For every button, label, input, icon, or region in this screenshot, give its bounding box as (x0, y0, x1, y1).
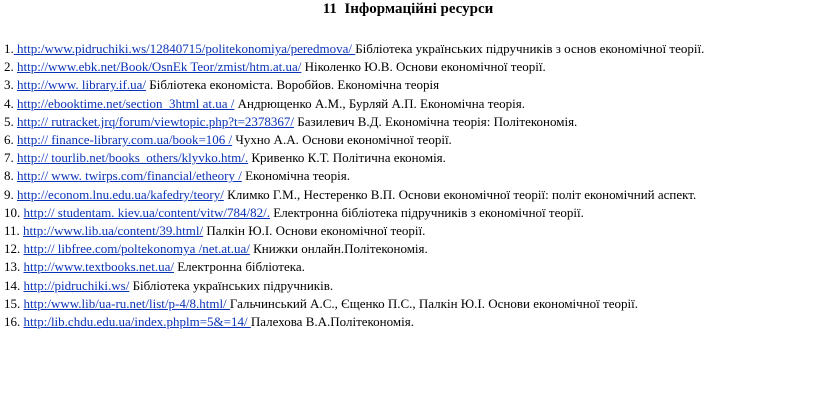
list-item (4, 131, 810, 149)
list-item (4, 113, 810, 131)
resource-description: Бібліотека економіста. Воробйов. Економічна теорія (146, 77, 440, 93)
resource-list (4, 40, 810, 331)
list-item (4, 149, 810, 167)
item-number: 4. (4, 95, 14, 111)
page-title: 11 Інформаційні ресурси (322, 1, 494, 17)
item-number: 10. (4, 204, 21, 220)
item-number: 15. (4, 295, 21, 311)
resource-link[interactable]: http:/www.pidruchiki.ws/12840715/politekonomiya/peredmova/ (13, 41, 356, 56)
resource-link[interactable]: http:// www. twirps.com/financial/etheory / (17, 168, 242, 184)
resource-link[interactable]: http://www.lib.ua/content/39.html/ (23, 223, 204, 239)
resource-description: Кривенко К.Т. Політична економія. (248, 150, 446, 166)
resource-link[interactable]: http://www.textbooks.net.ua/ (23, 259, 174, 275)
item-number: 12. (4, 241, 21, 257)
resource-link[interactable]: http://econom.lnu.edu.ua/kafedry/teory/ (17, 186, 224, 202)
list-item (4, 295, 810, 313)
resource-link[interactable]: http://www.ebk.net/Book/OsnEk Teor/zmist/htm.at.ua/ (17, 59, 302, 75)
resource-description: Чухно А.А. Основи економічної теорії. (232, 132, 452, 148)
resource-link[interactable]: http:// tourlib.net/books_others/klyvko.htm/. (17, 150, 249, 166)
resource-link[interactable]: http:/www.lib/ua-ru.net/list/p-4/8.html/ (23, 295, 230, 311)
item-number: 9. (4, 186, 14, 202)
resource-description: Бібліотека українських підручників. (129, 277, 334, 293)
item-number: 11. (4, 223, 20, 239)
resource-description: Бібліотека українських підручників з основ економічної теорії. (355, 41, 705, 56)
resource-link[interactable]: http:// rutracket.jrq/forum/viewtopic.php?t=2378367/ (17, 113, 295, 129)
resource-description: Ніколенко Ю.В. Основи економічної теорії. (301, 59, 546, 75)
item-number: 1. (4, 41, 14, 56)
resource-link[interactable]: http:/lib.chdu.edu.ua/index.phplm=5&=14/ (23, 314, 251, 330)
list-item (4, 313, 810, 331)
item-number: 5. (4, 113, 14, 129)
list-item (4, 186, 810, 204)
list-item (4, 58, 810, 76)
resource-description: Андрющенко А.М., Бурляй А.П. Економічна теорія. (234, 95, 525, 111)
item-number: 13. (4, 259, 21, 275)
list-item (4, 277, 810, 295)
list-item (4, 240, 810, 258)
item-number: 8. (4, 168, 14, 184)
resource-link[interactable]: http://ebooktime.net/section_3html at.ua / (17, 95, 235, 111)
resource-link[interactable]: http:// libfree.com/poltekonomya /net.at.ua/ (23, 241, 250, 257)
item-number: 6. (4, 132, 14, 148)
resource-description: Книжки онлайн.Політекономія. (249, 241, 428, 257)
resource-description: Палехова В.А.Політекономія. (250, 314, 414, 330)
resource-link[interactable]: http:// finance-library.com.ua/book=106 / (17, 132, 233, 148)
list-item (4, 258, 810, 276)
resource-description: Гальчинський А.С., Єщенко П.С., Палкін Ю.І. Основи економічної теорії. (229, 295, 638, 311)
list-item (4, 167, 810, 185)
resource-link[interactable]: http:// studentam. kiev.ua/content/vitw/784/82/. (23, 204, 270, 220)
item-number: 3. (4, 77, 14, 93)
item-number: 14. (4, 277, 21, 293)
item-number: 16. (4, 314, 21, 330)
resource-description: Електронна бібліотека підручників з економічної теорії. (270, 204, 584, 220)
list-item (4, 40, 810, 58)
resource-description: Базилевич В.Д. Економічна теорія: Політекономія. (294, 113, 578, 129)
list-item (4, 76, 810, 94)
resource-link[interactable]: http://www. library.if.ua/ (17, 77, 147, 93)
resource-description: Палкін Ю.І. Основи економічної теорії. (203, 223, 426, 239)
list-item (4, 222, 810, 240)
resource-description: Електронна бібліотека. (173, 259, 305, 275)
item-number: 2. (4, 59, 14, 75)
list-item (4, 204, 810, 222)
resource-link[interactable]: http://pidruchiki.ws/ (23, 277, 130, 293)
resource-description: Климко Г.М., Нестеренко В.П. Основи економічної теорії: політ економічний аспект. (223, 186, 697, 202)
list-item (4, 95, 810, 113)
resource-description: Економічна теорія. (241, 168, 351, 184)
item-number: 7. (4, 150, 14, 166)
